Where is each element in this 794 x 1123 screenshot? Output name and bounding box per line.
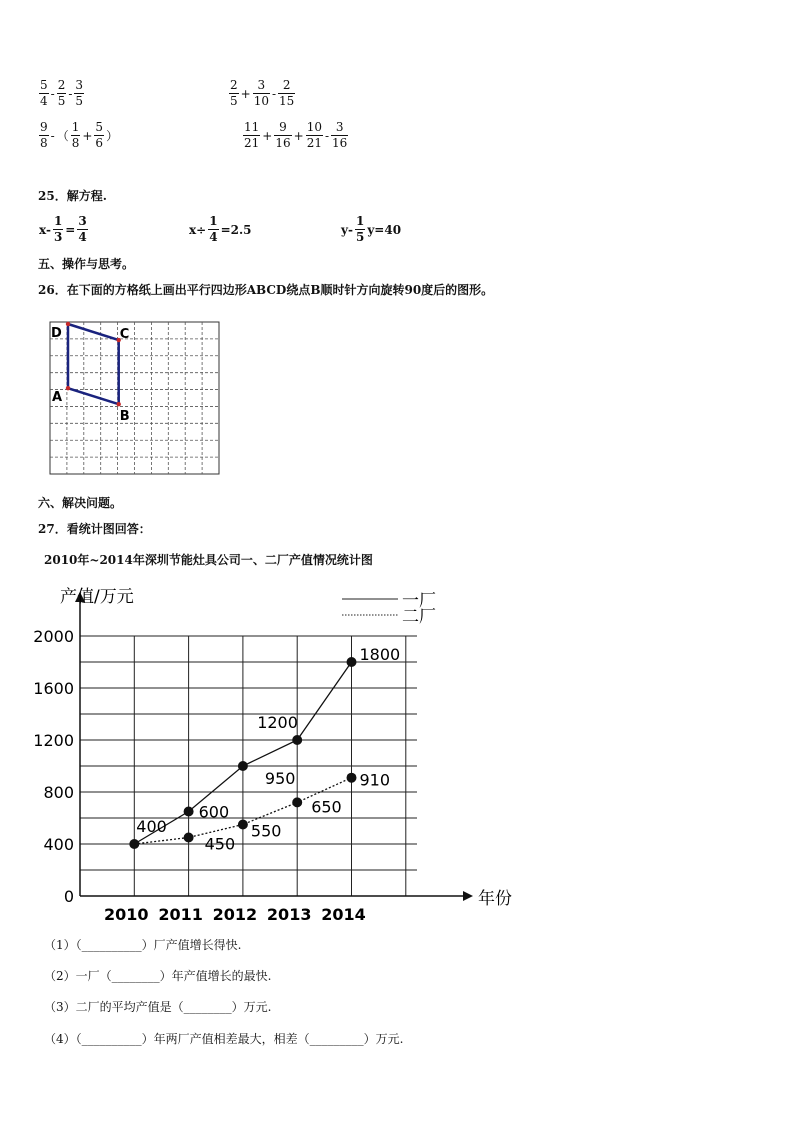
legend-label-1: 一厂 (402, 591, 436, 611)
vertex-label-b: B (119, 409, 130, 425)
fraction: $\frac{3}{16}$ (332, 120, 348, 150)
data-label: 1800 (359, 645, 401, 664)
fraction: $\frac{2}{15}$ (279, 78, 295, 108)
vertex-label-d: D (51, 326, 62, 341)
data-point (184, 833, 194, 843)
expr-3: $\frac{9}{8}$ - （ $\frac{1}{8}$ + $\frac{5}{6}$ ） (40, 120, 119, 150)
y-tick-label: 800 (43, 783, 74, 802)
equation-1: x- $\frac{1}{3}$ = $\frac{3}{4}$ (39, 214, 87, 244)
fraction: $\frac{2}{5}$ (230, 78, 238, 108)
fraction: $\frac{9}{8}$ (40, 120, 48, 150)
x-axis-label: 年份 (478, 889, 512, 909)
data-label: 950 (264, 769, 296, 788)
section-5-heading: 五、操作与思考。 (38, 257, 135, 271)
grid-figure (48, 320, 223, 476)
fraction: $\frac{1}{3}$ (53, 214, 63, 244)
fraction: $\frac{1}{4}$ (209, 214, 218, 244)
y-tick-label: 400 (43, 835, 74, 854)
x-tick-label: 2012 (212, 905, 258, 924)
expr-4: $\frac{11}{21}$ + $\frac{9}{16}$ + $\frac{10}{21}$ - $\frac{3}{16}$ (244, 120, 348, 150)
vertex-label-c: C (119, 327, 130, 343)
data-point (238, 820, 248, 830)
y-tick-label: 2000 (33, 627, 74, 646)
x-tick-label: 2011 (158, 905, 203, 924)
fraction: $\frac{3}{5}$ (75, 78, 84, 108)
x-axis-arrow (463, 891, 473, 901)
data-label: 400 (136, 817, 167, 836)
question-2: （2）一厂（________）年产值增长的最快. (44, 969, 272, 983)
data-point (347, 773, 357, 783)
y-tick-label: 1600 (33, 679, 74, 698)
vertex-d (66, 322, 70, 326)
fraction: $\frac{2}{5}$ (57, 78, 66, 108)
vertex-label-a: A (52, 390, 63, 406)
q25-title: 25．解方程. (38, 189, 107, 203)
section-6-heading: 六、解决问题。 (38, 496, 123, 510)
data-point (347, 657, 357, 667)
equation-3: y- $\frac{1}{5}$ y=40 (341, 214, 402, 244)
fraction: $\frac{3}{10}$ (253, 78, 269, 108)
grid-lines (50, 322, 219, 474)
q26-title: 26．在下面的方格纸上画出平行四边形ABCD绕点B顺时针方向旋转90度后的图形。 (38, 283, 494, 297)
data-point (292, 735, 302, 745)
fraction: $\frac{3}{4}$ (78, 214, 87, 244)
y-axis-label: 产值/万元 (60, 587, 134, 607)
question-1: （1）（__________）厂产值增长得快. (44, 938, 242, 952)
data-point (238, 761, 248, 771)
data-label: 650 (311, 797, 342, 817)
question-3: （3）二厂的平均产值是（________）万元. (44, 1000, 272, 1014)
y-tick-label: 1200 (33, 731, 74, 750)
equation-2: x÷ $\frac{1}{4}$ =2.5 (189, 214, 252, 244)
question-4: （4）（__________）年两厂产值相差最大，相差（_________）万元. (44, 1032, 404, 1046)
chart-title: 2010年~2014年深圳节能灶具公司一、二厂产值情况统计图 (44, 553, 373, 567)
expr-2: $\frac{2}{5}$ + $\frac{3}{10}$ - $\frac{2}{15}$ (230, 78, 295, 108)
fraction: $\frac{9}{16}$ (275, 120, 291, 150)
data-point (184, 807, 194, 817)
q27-title: 27．看统计图回答： (38, 522, 151, 536)
data-label: 910 (359, 770, 391, 790)
fraction: $\frac{11}{21}$ (244, 120, 260, 150)
line-chart (30, 578, 530, 928)
parallelogram-abcd (68, 324, 119, 404)
data-label: 550 (250, 821, 282, 841)
data-label: 450 (204, 834, 236, 854)
data-point (292, 797, 302, 807)
vertex-b (117, 402, 121, 406)
x-tick-label: 2010 (104, 905, 149, 924)
vertex-a (66, 386, 70, 390)
data-label: 1200 (257, 713, 298, 732)
y-tick-label: 0 (63, 887, 74, 906)
legend-label-2: 二厂 (402, 607, 436, 627)
x-tick-label: 2014 (321, 905, 366, 924)
fraction: $\frac{10}{21}$ (306, 120, 322, 150)
data-label: 600 (198, 802, 230, 822)
expr-1: $\frac{5}{4}$ - $\frac{2}{5}$ - $\frac{3}{5}$ (40, 78, 84, 108)
fraction: $\frac{5}{6}$ (95, 120, 104, 150)
fraction: $\frac{1}{8}$ (71, 120, 80, 150)
chart-grid (80, 636, 417, 896)
fraction: $\frac{1}{5}$ (355, 214, 365, 244)
x-tick-label: 2013 (266, 905, 312, 924)
fraction: $\frac{5}{4}$ (40, 78, 48, 108)
